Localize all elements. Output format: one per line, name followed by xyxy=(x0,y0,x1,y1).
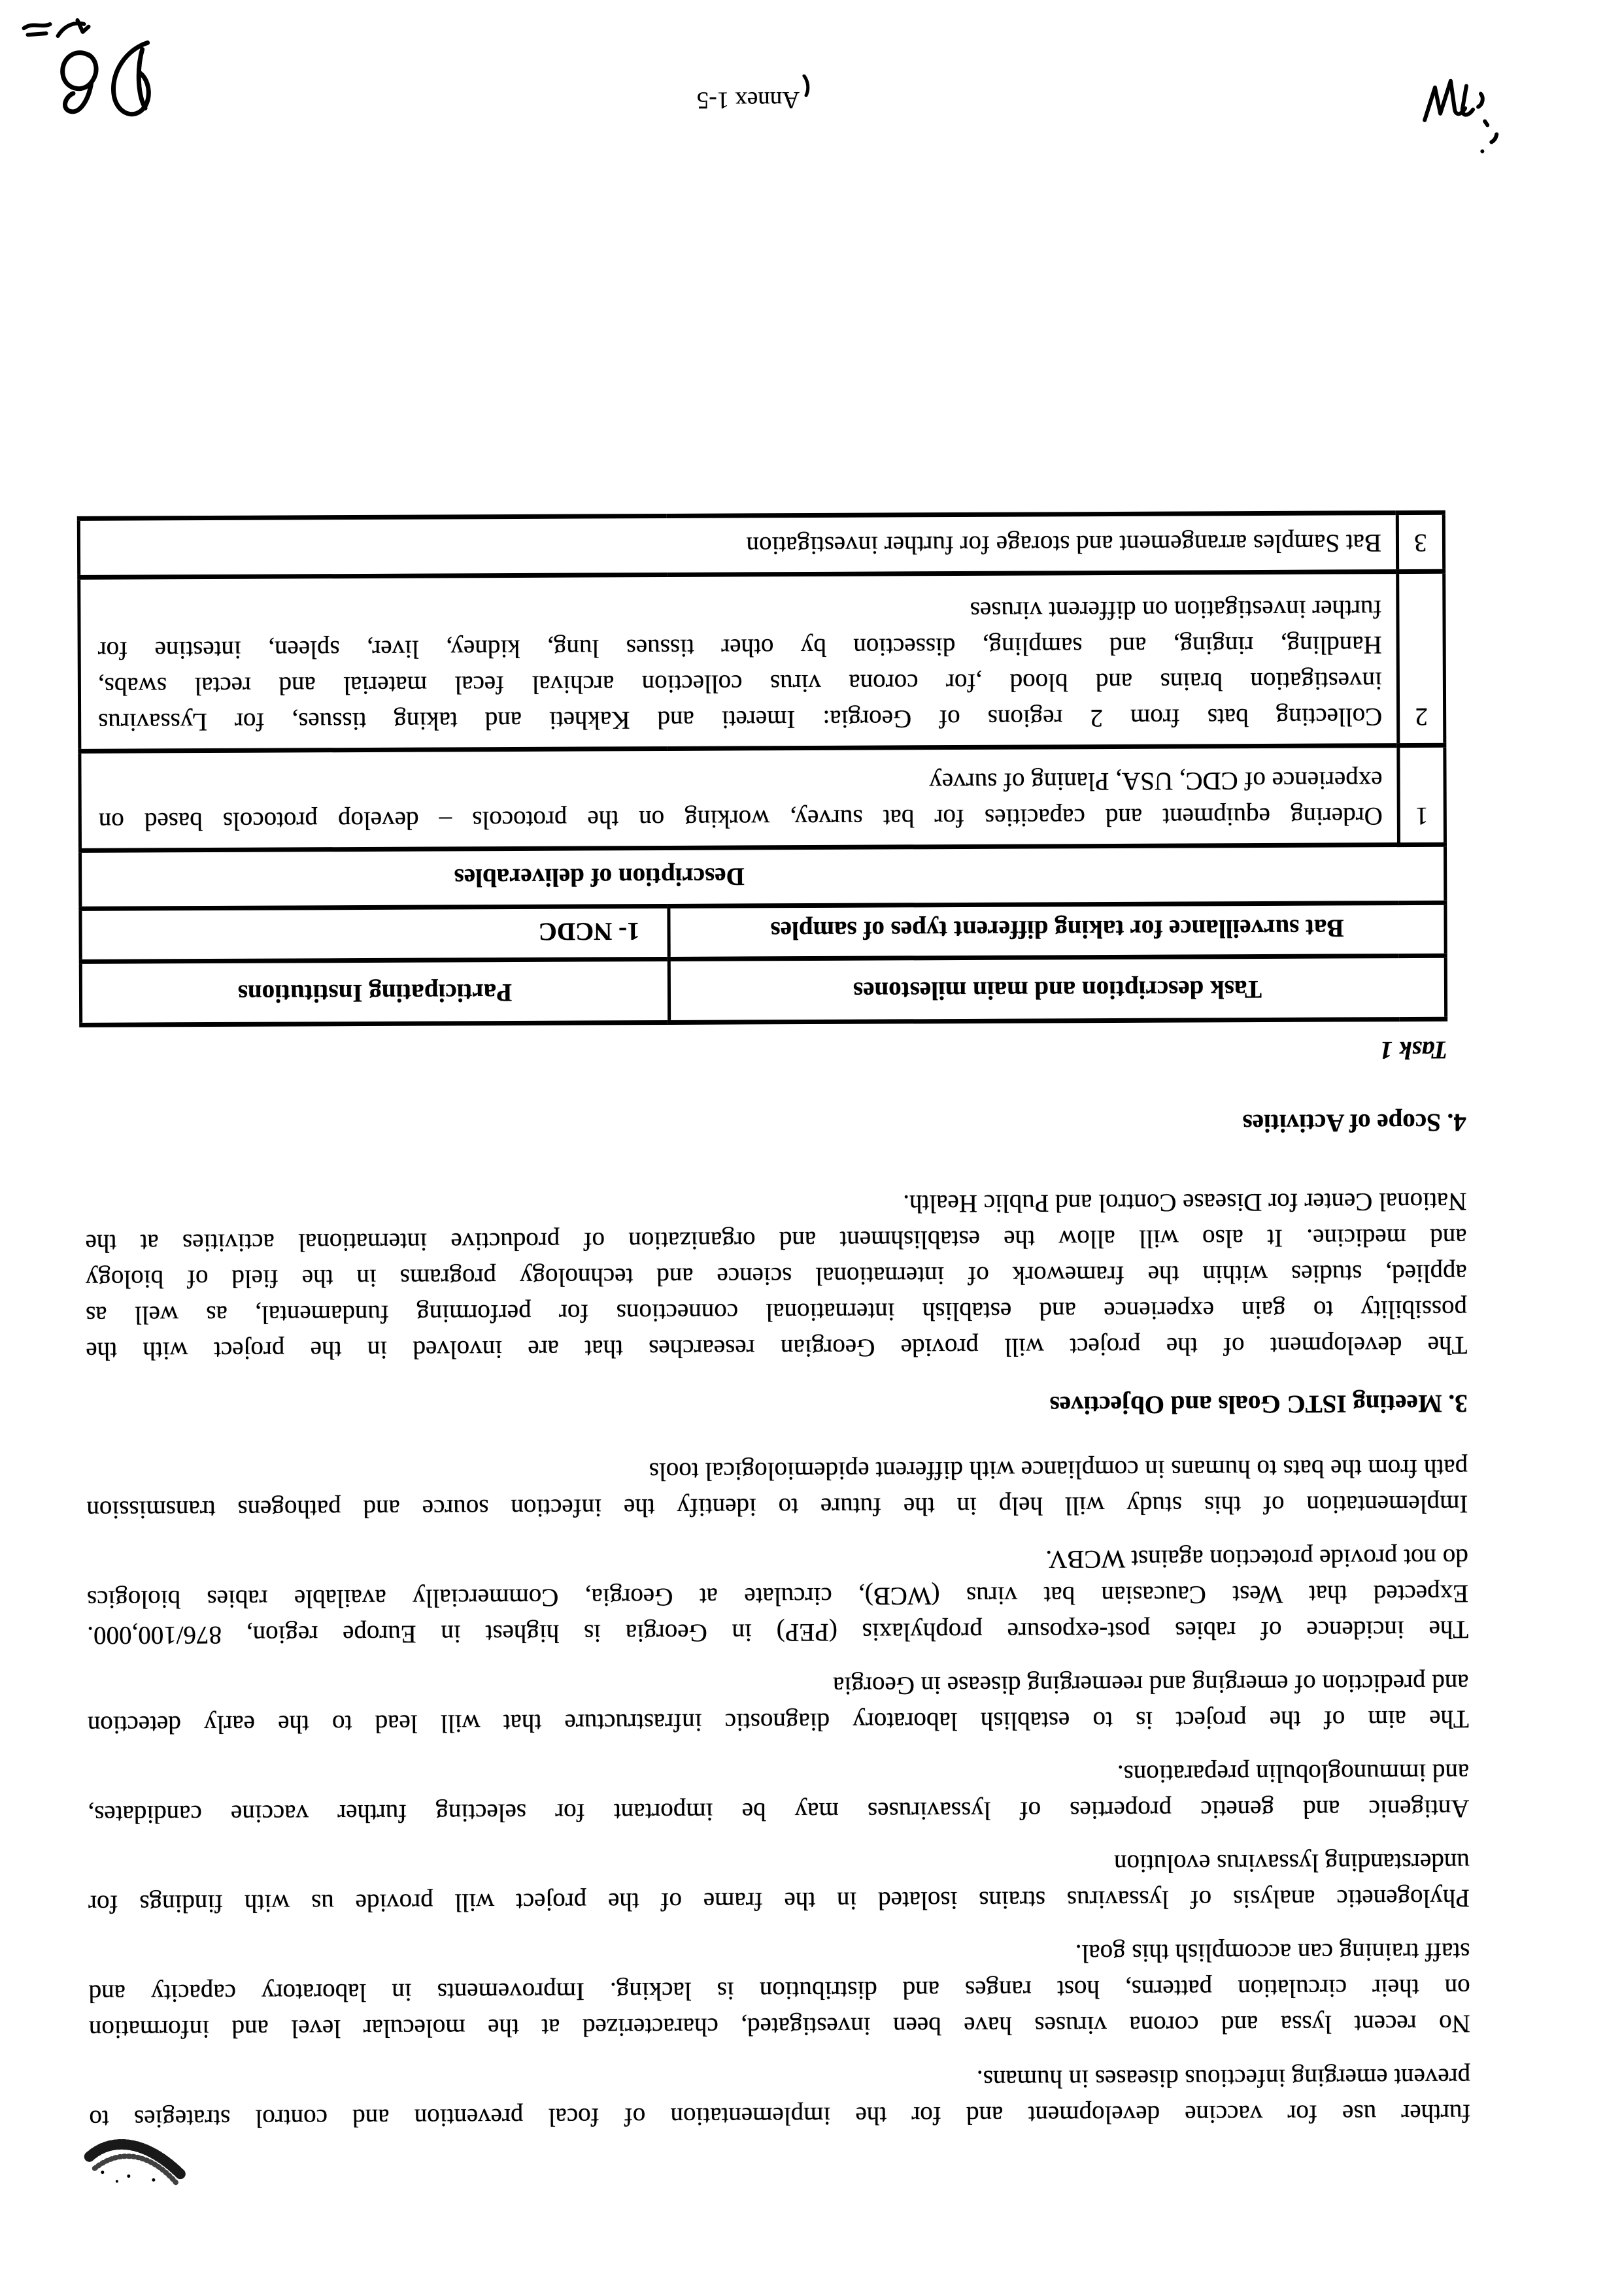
paragraph-rabies-incidence: The incidence of rabies post-exposure prophylaxis (PEP) in Georgia is highest in Europe region, 876/100,000. Expected that West Caucasian bat virus (WCB), circulate at Georgia, Commercially available rabies biologics do not provide protection against WCBV. xyxy=(86,1543,1469,1650)
table-row xyxy=(80,745,1445,850)
section-heading-istc-goals: 3. Meeting ISTC Goals and Objectives xyxy=(1049,1389,1468,1420)
table-header-row xyxy=(80,956,1445,1025)
row-text-bat-samples: Bat Samples arrangement and storage for further investigation xyxy=(78,513,1397,578)
paragraph-project-development: The development of the project will provide Georgian researches that are involved in the project with the possibility to gain experience and establish international connections for performing fundamental, as well as applied, studies within the framework of international science and technology programs in the field of biology and medicine. It also will allow the establishment and organization of productive international activities at the National Center for Disease Control and Public Health. xyxy=(85,1187,1468,1365)
row-number: 3 xyxy=(1397,512,1444,571)
paragraph-vaccine-use: further use for vaccine development and for the implementation of focal prevention and control strategies to prevent emerging infectious diseases in humans. xyxy=(89,2063,1471,2133)
ink-smudge-mark xyxy=(83,2134,188,2191)
table-subheader-row xyxy=(80,903,1445,961)
paragraph-antigenic: Antigenic and genetic properties of lyssaviruses may be important for selecting further vaccine candidates, and immunoglobulin preparations. xyxy=(88,1758,1470,1829)
pen-tick-mark xyxy=(801,75,814,97)
handwritten-signature-mark xyxy=(1419,70,1505,165)
handwritten-initials-mark xyxy=(51,39,163,127)
paragraph-implementation: Implementation of this study will help in the future to identify the infection source and pathogens transmission path from the bats to humans in compliance with different epidemiological tools xyxy=(86,1454,1468,1524)
cell-description-of-deliverables: Description of deliverables xyxy=(80,844,1445,908)
pen-scribble-mark xyxy=(21,18,91,41)
header-cell-participating-institutions: Participating Institutions xyxy=(80,959,669,1025)
task-1-table xyxy=(77,510,1447,1027)
table-row xyxy=(79,571,1445,751)
row-text-ordering-equipment: Ordering equipment and capacities for bat survey, working on the protocols – develop protocols based on experience of CDC, USA, Planing of survey xyxy=(80,746,1399,851)
cell-ncdc: 1- NCDC xyxy=(80,906,669,961)
table-deliverables-row xyxy=(80,844,1445,908)
table-row xyxy=(78,512,1444,577)
section-heading-scope-of-activities: 4. Scope of Activities xyxy=(1242,1108,1466,1138)
row-number: 1 xyxy=(1398,745,1445,844)
row-text-collecting-bats: Collecting bats from 2 regions of Georgia: Imereti and Kakheti and taking tissues, for Lyssavirus investigation brains and blood ,for corona virus collection archival fecal material and rectal swabs, Handling, ringing, and sampling, dissection by other tissues lung, kidney, liver, spleen, intestine for further investigation on different viruses xyxy=(79,572,1398,752)
header-cell-task-description: Task description and main milestones xyxy=(669,956,1445,1022)
task-1-label: Task 1 xyxy=(1379,1035,1448,1065)
paragraph-phylogenetic: Phylogenetic analysis of lyssavirus strains isolated in the frame of the project will provide us with findings for understanding lyssavirus evolution xyxy=(88,1848,1470,1918)
cell-bat-surveillance: Bat surveillance for taking different types of samples xyxy=(669,903,1445,959)
paragraph-no-recent-viruses: No recent lyssa and corona viruses have been investigated, characterized at the molecular level and information on their circulation patterns, host ranges and distribution is lacking. Improvements in laboratory capacity and staff training can accomplish this goal. xyxy=(88,1937,1470,2044)
document-body xyxy=(82,510,1472,2296)
paragraph-project-aim: The aim of the project is to establish laboratory diagnostic infrastructure that will lead to the early detection and prediction of emerging and reemerging disease in Georgia xyxy=(87,1669,1469,1739)
page-footer-annex-label: Annex 1-5 xyxy=(696,86,800,114)
row-number: 2 xyxy=(1398,571,1445,745)
